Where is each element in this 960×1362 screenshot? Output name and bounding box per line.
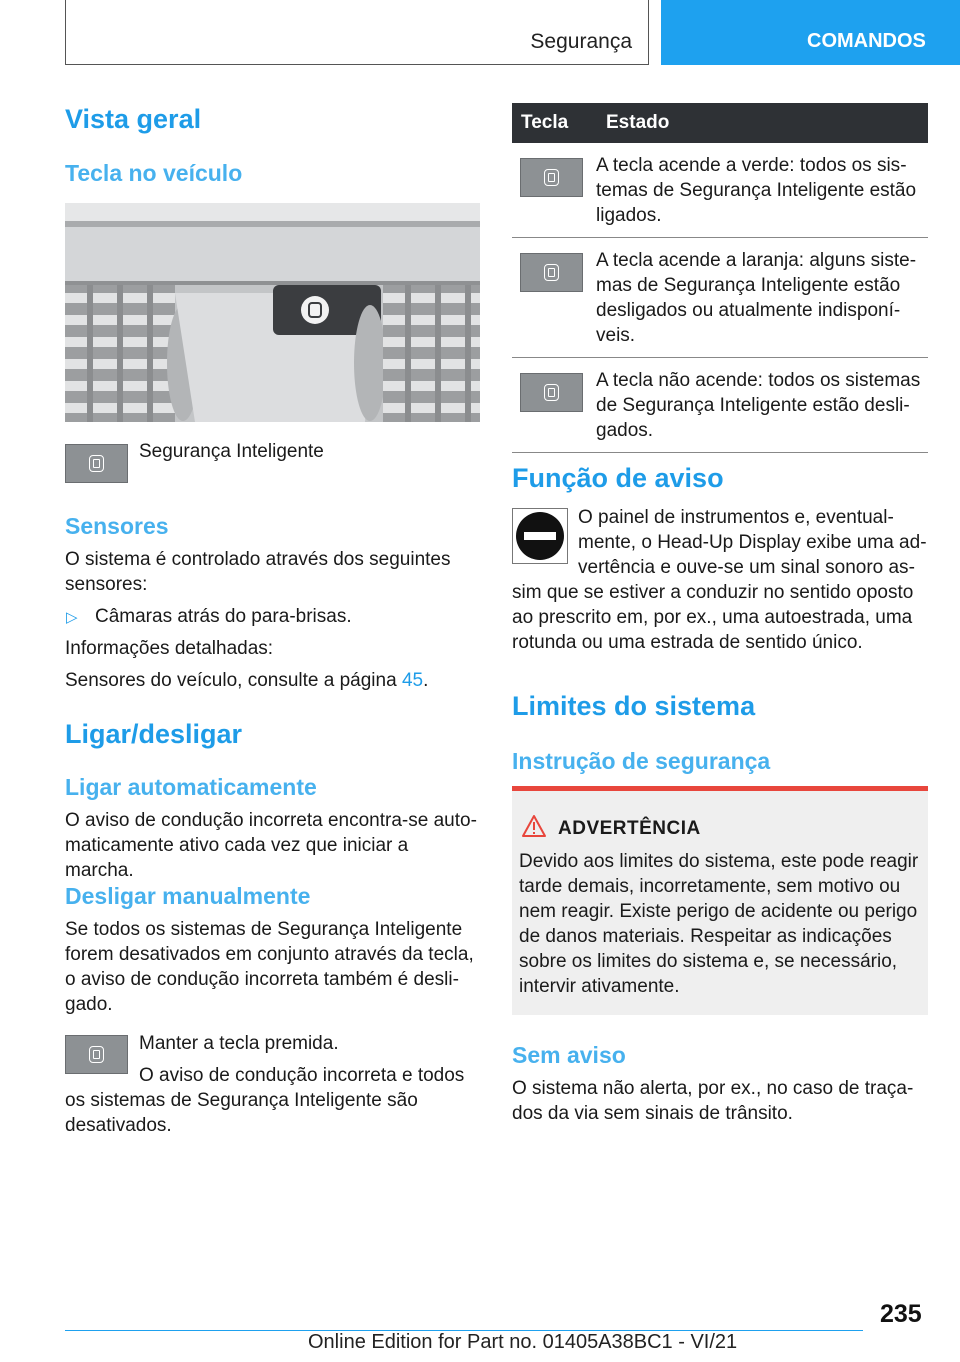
warning-box bbox=[512, 786, 928, 1015]
table-cell-state: A tecla acende a laranja: alguns sistemas de Segurança Inteligente estão desligados ou atualmente indisponíveis. bbox=[596, 238, 928, 358]
table-header-row bbox=[512, 103, 928, 143]
header-chapter-label: COMANDOS bbox=[807, 30, 926, 52]
footer-edition: Online Edition for Part no. 01405A38BC1 - VI/21 bbox=[308, 1331, 738, 1353]
heading-overview: Vista geral bbox=[65, 104, 202, 134]
heading-on-off: Ligar/desligar bbox=[65, 719, 243, 749]
hold-key-text: Manter a tecla premida. bbox=[139, 1033, 339, 1054]
table-header-key: Tecla bbox=[512, 103, 596, 143]
page-link-45[interactable]: 45 bbox=[401, 670, 424, 691]
warning-function-text bbox=[512, 505, 928, 655]
details-label: Informações detalhadas: bbox=[65, 638, 274, 659]
auto-on-text: O aviso de condução incorreta encontra-se automaticamente ativo cada vez que iniciar a marcha. bbox=[65, 810, 477, 881]
page-number: 235 bbox=[880, 1300, 922, 1328]
key-caption: Segurança Inteligente bbox=[139, 441, 324, 462]
heading-warning-function: Função de aviso bbox=[512, 463, 724, 493]
details-text: Sensores do veículo, consulte a página bbox=[65, 670, 402, 691]
warning-body: Devido aos limites do sistema, este pode reagir tarde demais, incorretamente, sem motivo ou nem reagir. Existe perigo de acidente ou perigo de danos materiais. Respeitar as indicações sobre os limites do sistema e, se necessário, intervir ativamente. bbox=[519, 851, 919, 997]
sensors-list-item: Câmaras atrás do para-brisas. bbox=[95, 606, 352, 627]
header-section-box bbox=[65, 0, 649, 65]
warning-title: ADVERTÊNCIA bbox=[558, 818, 701, 839]
heading-safety-instruction: Instrução de segurança bbox=[512, 748, 771, 774]
heading-no-warning: Sem aviso bbox=[512, 1042, 626, 1068]
key-orange-icon bbox=[520, 253, 583, 292]
warning-function-body: O painel de instrumentos e, eventualmente, o Head-Up Display exibe uma advertência e ouve-se um sinal sonoro assim que se estiver a conduzir no sentido oposto ao prescrito em, por ex., uma autoestrada, uma rotunda ou uma estrada de sentido único. bbox=[512, 507, 927, 653]
key-off-icon bbox=[520, 373, 583, 412]
hold-key-result: O aviso de condução incorreta e todos os sistemas de Segurança Inteligente são desativados. bbox=[65, 1065, 465, 1136]
bullet-triangle-icon: ▷ bbox=[66, 609, 78, 626]
table-header-state: Estado bbox=[596, 103, 928, 143]
heading-auto-on: Ligar automaticamente bbox=[65, 774, 317, 800]
header-section-title: Segurança bbox=[530, 30, 632, 53]
sensors-text: O sistema é controlado através dos seguintes sensores: bbox=[65, 549, 451, 595]
table-row bbox=[512, 358, 928, 453]
intelligent-safety-key-icon bbox=[65, 444, 128, 483]
table-cell-state: A tecla acende a verde: todos os sistemas de Segurança Inteligente estão ligados. bbox=[596, 143, 928, 238]
heading-sensors: Sensores bbox=[65, 513, 169, 539]
vehicle-key-photo bbox=[65, 203, 480, 422]
table-cell-state: A tecla não acende: todos os sistemas de Segurança Inteligente estão desligados. bbox=[596, 358, 928, 453]
details-end: . bbox=[423, 670, 429, 691]
table-row bbox=[512, 143, 928, 238]
manual-off-text: Se todos os sistemas de Segurança Inteligente forem desativados em conjunto através da tecla, o aviso de condução incorreta também é desligado. bbox=[65, 919, 474, 1015]
key-state-table bbox=[512, 103, 928, 453]
dashboard-vents-illustration bbox=[65, 203, 480, 422]
key-green-icon bbox=[520, 158, 583, 197]
details-reference bbox=[65, 668, 428, 693]
table-row bbox=[512, 238, 928, 358]
warning-triangle-icon bbox=[521, 814, 547, 838]
no-warning-text: O sistema não alerta, por ex., no caso de traçados da via sem sinais de trânsito. bbox=[512, 1078, 914, 1124]
heading-key-in-vehicle: Tecla no veículo bbox=[65, 160, 243, 186]
header-chapter-tab[interactable] bbox=[661, 0, 960, 65]
heading-manual-off: Desligar manualmente bbox=[65, 883, 311, 909]
heading-system-limits: Limites do sistema bbox=[512, 691, 756, 721]
